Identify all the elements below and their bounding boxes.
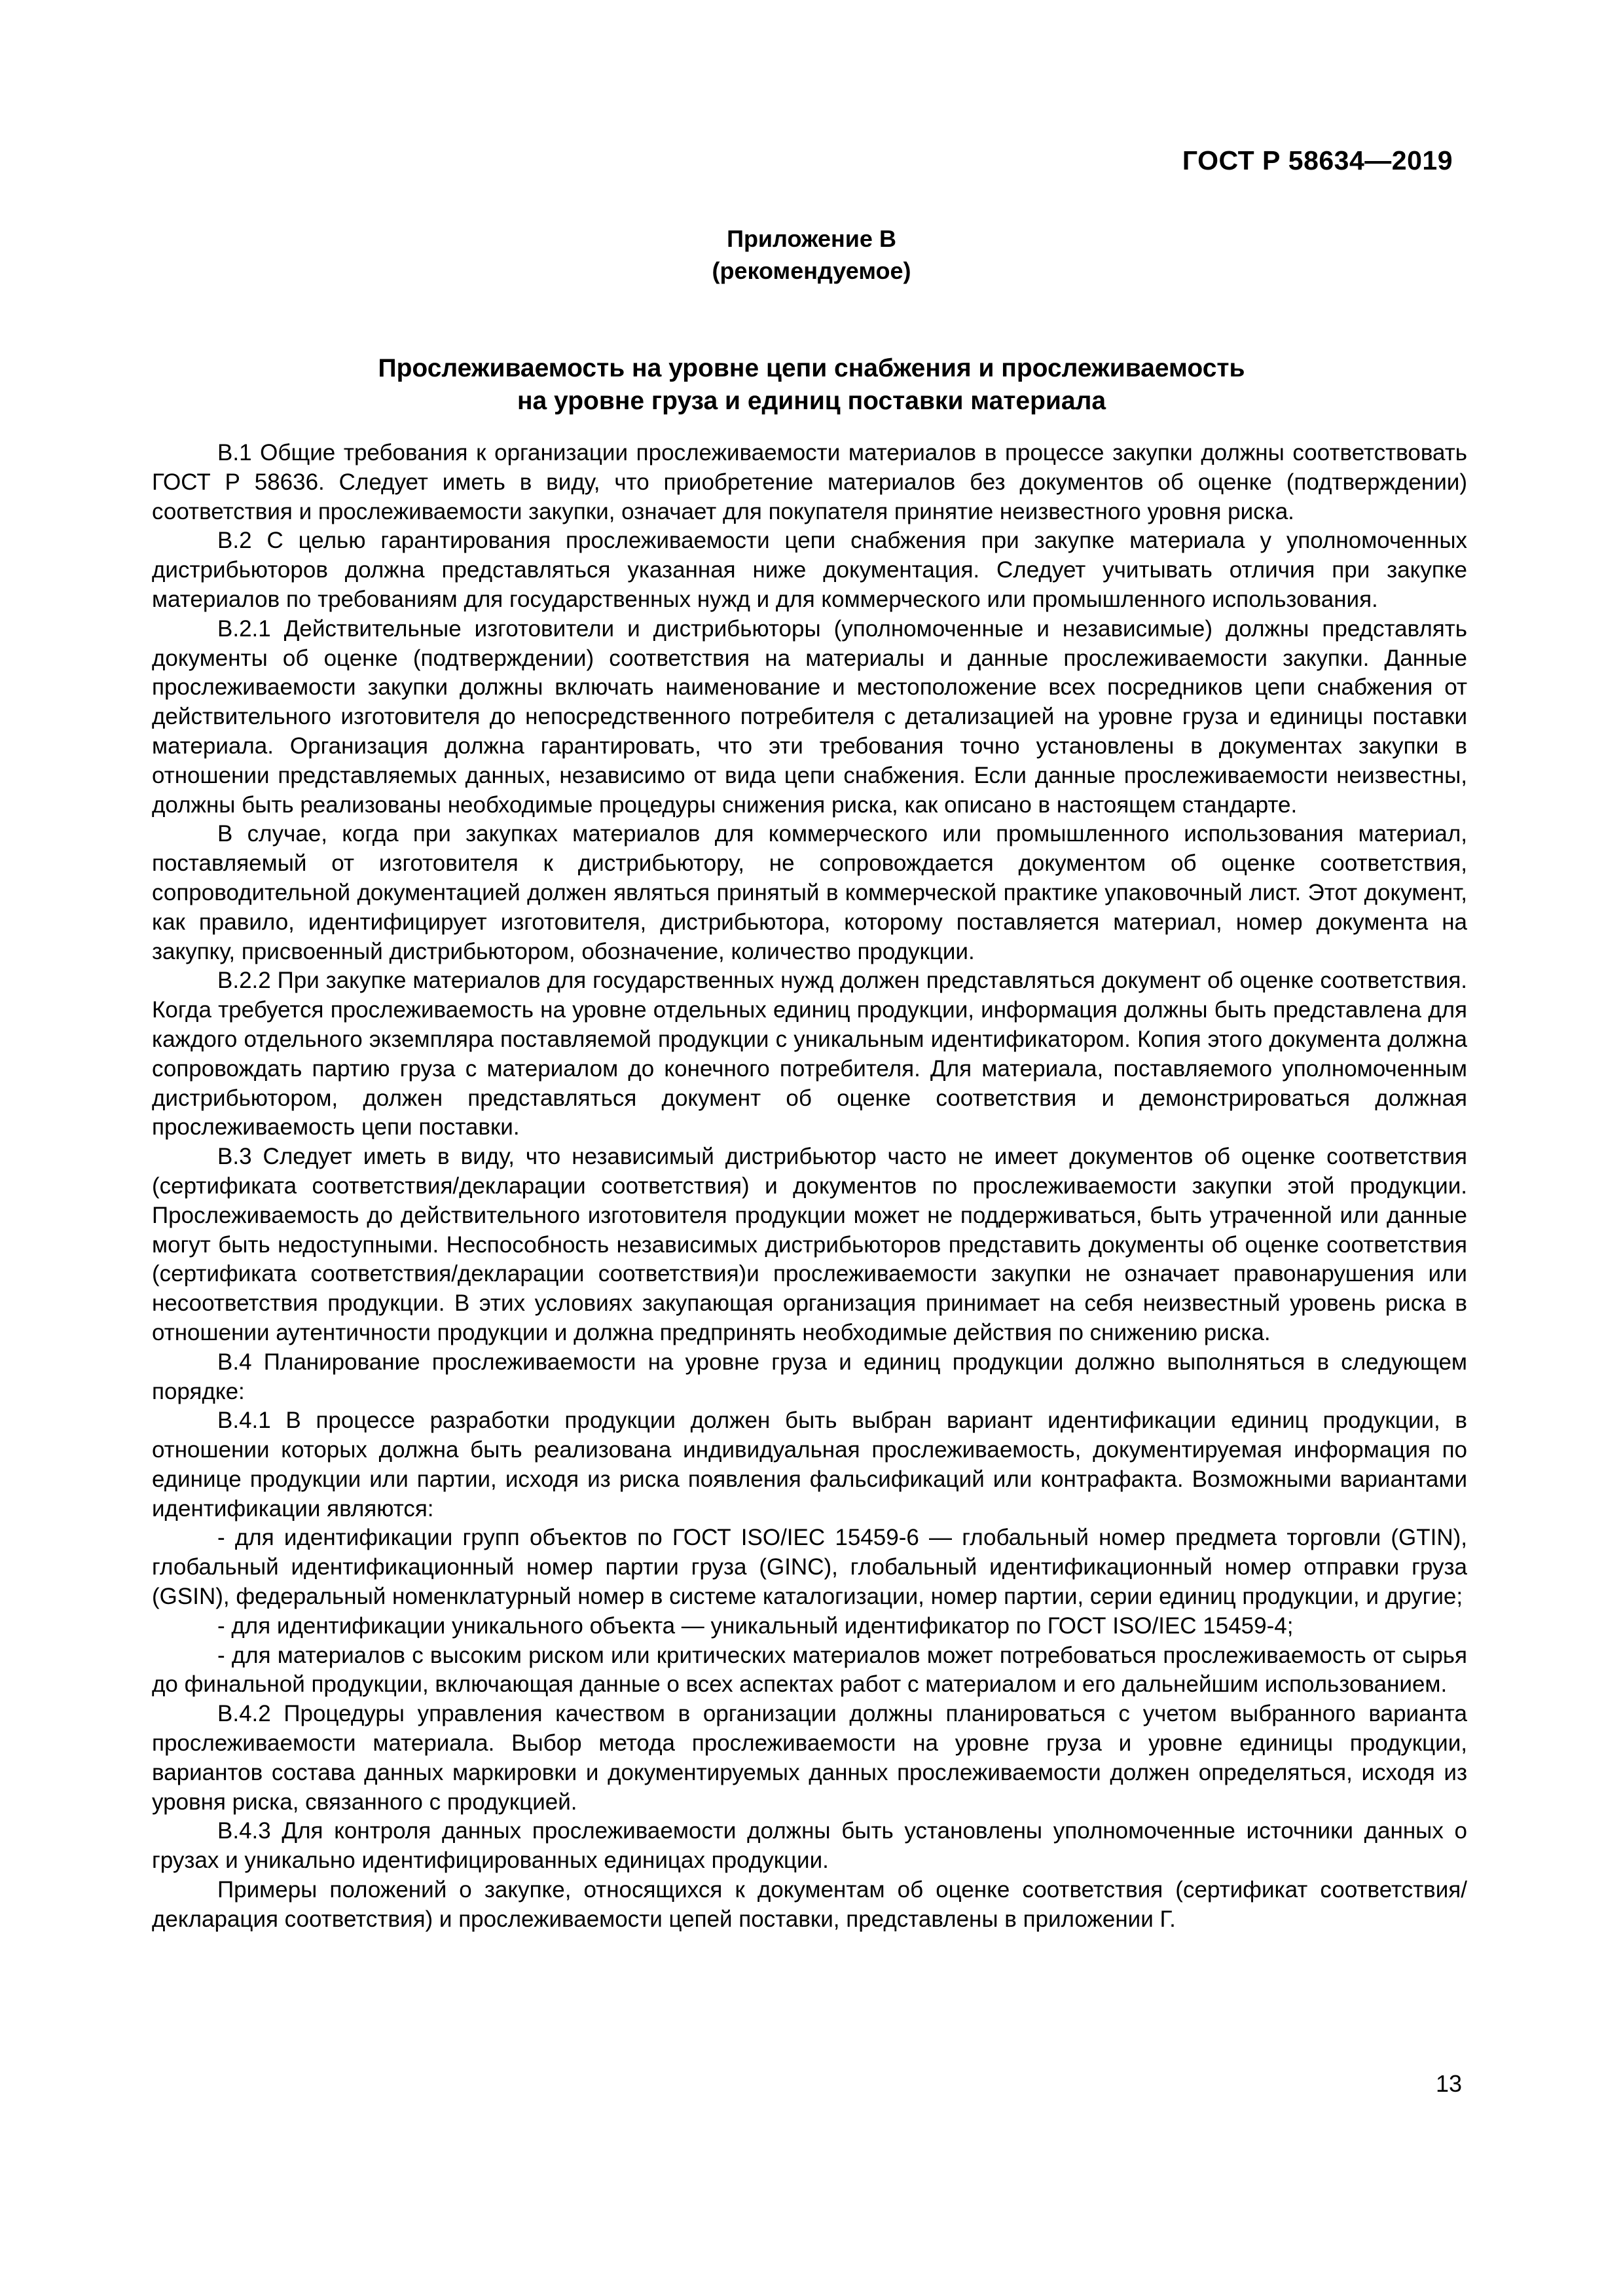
paragraph-b2-1: В.2.1 Действительные изготовители и дистрибьюторы (уполномоченные и независимые) должны представлять документы об оценке (подтверждении) соответствия на материалы и данные прослеживаемости закупки. Данные прослеживаемости закупки должны включать наименование и местоположение всех посредников цепи снабжения от действительного изготовителя до непосредственного потребителя с детализацией на уровне груза и единицы поставки материала. Организация должна гарантировать, что эти требования точно установлены в документах закупки в отношении представляемых данных, независимо от вида цепи снабжения. Если данные прослеживаемости неизвестны, должны быть реализованы необходимые процедуры снижения риска, как описано в настоящем стандарте. bbox=[152, 615, 1467, 818]
paragraph-b4-3: В.4.3 Для контроля данных прослеживаемости должны быть установлены уполномоченные источники данных о грузах и уникально идентифицированных единицах продукции. bbox=[152, 1818, 1467, 1874]
section-title-line-1: Прослеживаемость на уровне цепи снабжения и прослеживаемость bbox=[378, 354, 1245, 382]
appendix-heading bbox=[0, 223, 1623, 287]
paragraph-b2: В.2 С целью гарантирования прослеживаемости цепи снабжения при закупке материала у уполномоченных дистрибьюторов должна представляться указанная ниже документация. Следует учитывать отличия при закупке материалов по требованиям для государственных нужд и для коммерческого или промышленного использования. bbox=[152, 528, 1467, 612]
appendix-status: (рекомендуемое) bbox=[712, 257, 911, 284]
section-title-line-2: на уровне груза и единиц поставки материала bbox=[517, 387, 1106, 415]
paragraph-examples: Примеры положений о закупке, относящихся к документам об оценке соответствия (сертификат соответствия/декларация соответствия) и прослеживаемости цепей поставки, представлены в приложении Г. bbox=[152, 1877, 1467, 1932]
paragraph-b4: В.4 Планирование прослеживаемости на уровне груза и единиц продукции должно выполняться в следующем порядке: bbox=[152, 1349, 1467, 1404]
paragraph-b2-1-cont: В случае, когда при закупках материалов для коммерческого или промышленного использования материал, поставляемый от изготовителя к дистрибьютору, не сопровождается документом об оценке соответствия, сопроводительной документацией должен являться принятый в коммерческой практике упаковочный лист. Этот документ, как правило, идентифицирует изготовителя, дистрибьютора, которому поставляется материал, номер документа на закупку, присвоенный дистрибьютором, обозначение, количество продукции. bbox=[152, 821, 1467, 964]
paragraph-b2-2: В.2.2 При закупке материалов для государственных нужд должен представляться документ об оценке соответствия. Когда требуется прослеживаемость на уровне отдельных единиц продукции, информация должны быть представлена для каждого отдельного экземпляра поставляемой продукции с уникальным идентификатором. Копия этого документа должна сопровождать партию груза с материалом до конечного потребителя. Для материала, поставляемого уполномоченным дистрибьютором, должен представляться документ об оценке соответствия и демонстрироваться должная прослеживаемость цепи поставки. bbox=[152, 968, 1467, 1140]
document-code: ГОСТ Р 58634—2019 bbox=[1182, 145, 1453, 175]
paragraph-b4-2: В.4.2 Процедуры управления качеством в организации должны планироваться с учетом выбранного варианта прослеживаемости материала. Выбор метода прослеживаемости на уровне груза и уровне единицы продукции, вариантов состава данных маркировки и документируемых данных прослеживаемости должен определяться, исходя из уровня риска, связанного с продукцией. bbox=[152, 1701, 1467, 1815]
list-item-group-identification: - для идентификации групп объектов по ГОСТ ISO/IEC 15459-6 — глобальный номер предмета торговли (GTIN), глобальный идентификационный номер партии груза (GINC), глобальный идентификационный номер отправки груза (GSIN), федеральный номенклатурный номер в системе каталогизации, номер партии, серии единиц продукции, и другие; bbox=[152, 1525, 1467, 1610]
list-item-high-risk-materials: - для материалов с высоким риском или критических материалов может потребоваться прослеживаемость от сырья до финальной продукции, включающая данные о всех аспектах работ с материалом и его дальнейшим использованием. bbox=[152, 1642, 1467, 1698]
appendix-title: Приложение В bbox=[727, 225, 896, 252]
page-number: 13 bbox=[1435, 2070, 1462, 2097]
body-text bbox=[152, 439, 1467, 1935]
paragraph-b1: В.1 Общие требования к организации прослеживаемости материалов в процессе закупки должны соответствовать ГОСТ Р 58636. Следует иметь в виду, что приобретение материалов без документов об оценке (подтверждении) соответствия и прослеживаемости закупки, означает для покупателя принятие неизвестного уровня риска. bbox=[152, 440, 1467, 524]
section-title bbox=[0, 352, 1623, 418]
paragraph-b4-1: В.4.1 В процессе разработки продукции должен быть выбран вариант идентификации единиц продукции, в отношении которых должна быть реализована индивидуальная прослеживаемость, документируемая информация по единице продукции или партии, исходя из риска появления фальсификаций или контрафакта. Возможными вариантами идентификации являются: bbox=[152, 1408, 1467, 1522]
paragraph-b3: В.3 Следует иметь в виду, что независимый дистрибьютор часто не имеет документов об оценке соответствия (сертификата соответствия/декларации соответствия) и документов по прослеживаемости закупки этой продукции. Прослеживаемость до действительного изготовителя продукции может не поддерживаться, быть утраченной или данные могут быть недоступными. Неспособность независимых дистрибьюторов представить документы об оценке соответствия (сертификата соответствия/декларации соответствия)и прослеживаемости закупки не означает правонарушения или несоответствия продукции. В этих условиях закупающая организация принимает на себя неизвестный уровень риска в отношении аутентичности продукции и должна предпринять необходимые действия по снижению риска. bbox=[152, 1144, 1467, 1345]
list-item-unique-identification: - для идентификации уникального объекта — уникальный идентификатор по ГОСТ ISO/IEC 15459-4; bbox=[217, 1613, 1294, 1639]
